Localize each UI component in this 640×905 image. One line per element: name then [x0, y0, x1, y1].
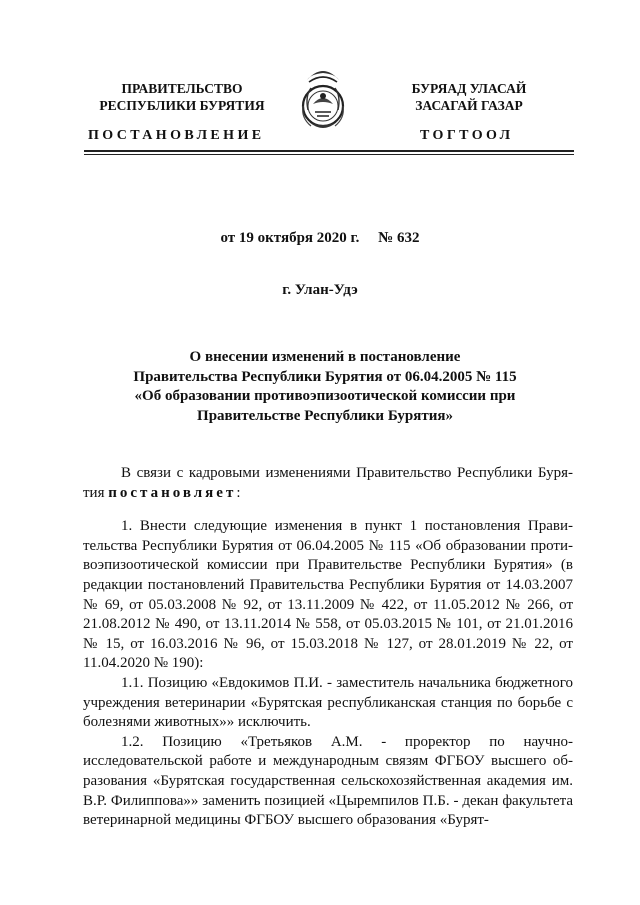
title-line1: О внесении изменений в постановление: [189, 349, 461, 365]
doc-number: № 632: [378, 230, 420, 246]
left-org-line1: ПРАВИТЕЛЬСТВО: [121, 81, 243, 96]
right-org-line2: ЗАСАГАЙ ГАЗАР: [415, 98, 523, 113]
doc-city: г. Улан-Удэ: [282, 282, 358, 298]
title-line2: Правительства Республики Бурятия от 06.04.2005 № 115: [133, 368, 517, 385]
left-org-line2: РЕСПУБЛИКИ БУРЯТИЯ: [99, 98, 265, 113]
header-left-org: [92, 80, 272, 114]
doc-date: от 19 октября 2020 г.: [220, 230, 360, 246]
date-number-line: [0, 230, 640, 247]
header-right-org: [384, 80, 554, 114]
intro-end: :: [236, 484, 241, 501]
doc-body: [83, 464, 573, 831]
doc-title: [90, 348, 560, 426]
intro-paragraph: [83, 464, 573, 503]
paragraph-1-2: 1.2. Позицию «Третьяков А.М. - проректор по научно-исследовательской работе и международным связям ФГБОУ высшего образования «Бурятская государственная сельскохозяйственная академия им. В.Р. Филиппова»» заменить позицией «Цыремпилов П.Б. - декан факультета ветеринарной медицины ФГБОУ высшего образования «Бурят-: [83, 733, 573, 829]
header-divider: [84, 150, 574, 152]
title-line4: Правительстве Республики Бурятия»: [197, 407, 453, 424]
header-divider-thin: [84, 154, 574, 155]
intro-spaced: постановляет: [108, 484, 237, 501]
doc-type-right: ТОГТООЛ: [420, 128, 514, 143]
coat-of-arms-icon: [297, 66, 349, 132]
paragraph-1: 1. Внести следующие изменения в пункт 1 постановления Правительства Республики Бурятия от 06.04.2005 № 115 «Об образовании противоэпизоотической комиссии при Правительстве Республики Бурятия» (в редакции постановлений Правительства Республики Бурятия от 14.03.2007 № 69, от 05.03.2008 № 92, от 13.11.2009 № 422, от 11.05.2012 № 266, от 21.08.2012 № 490, от 13.11.2014 № 558, от 05.03.2015 № 101, от 21.01.2016 № 15, от 16.03.2016 № 96, от 15.03.2018 № 127, от 28.01.2019 № 22, от 11.04.2020 № 190):: [83, 518, 573, 672]
title-line3: «Об образовании противоэпизоотической комиссии при: [134, 388, 516, 404]
doc-type-left: ПОСТАНОВЛЕНИЕ: [88, 128, 265, 143]
paragraph-1-1: 1.1. Позицию «Евдокимов П.И. - заместитель начальника бюджетного учреждения ветеринарии «Бурятская республиканская станция по борьбе с болезнями животных»» исключить.: [83, 674, 573, 731]
right-org-line1: БУРЯАД УЛАСАЙ: [411, 81, 527, 96]
intro-text: В связи с кадровыми изменениями Правительство Республики Бурятия: [83, 465, 573, 501]
